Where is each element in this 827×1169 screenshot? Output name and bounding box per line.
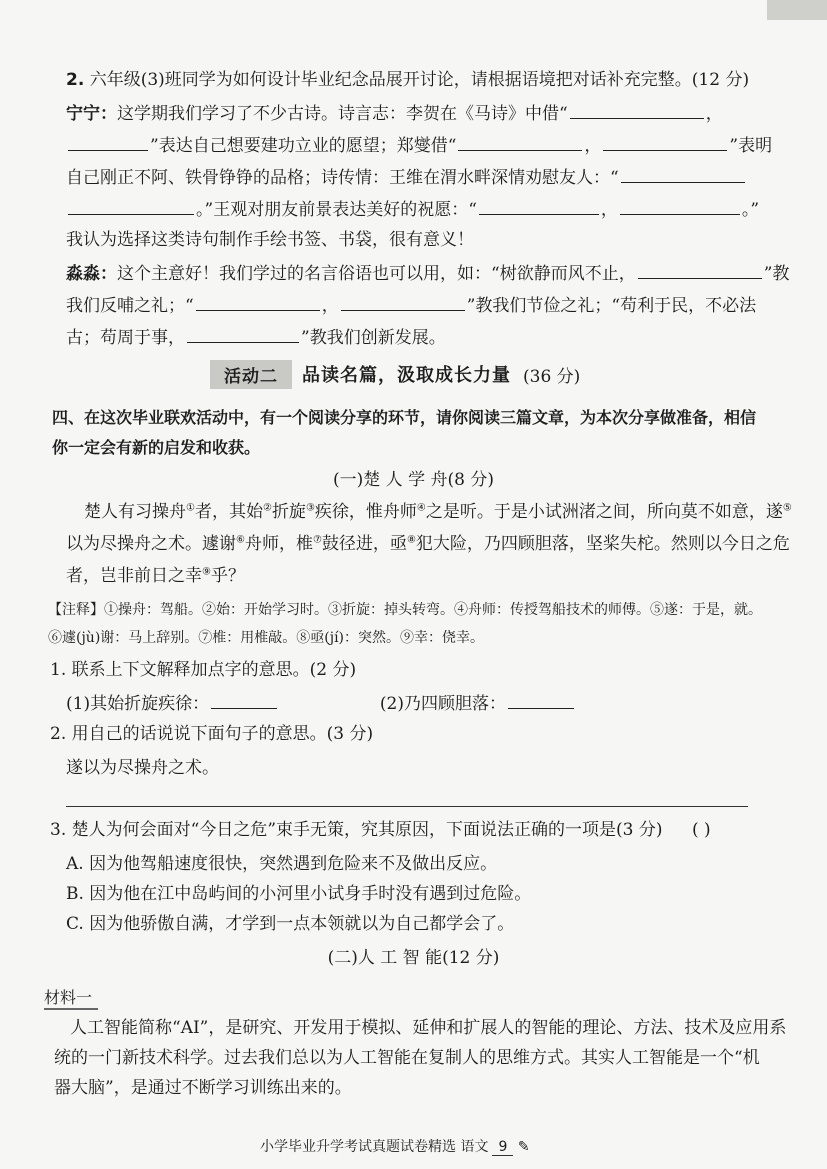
answer-blank[interactable]: [68, 196, 194, 215]
miao-label: 淼淼：: [66, 264, 117, 284]
miao-text-1: 这个主意好！我们学过的名言俗语也可以用，如：“树欲静而风不止，: [117, 264, 636, 284]
ning-text-6: 。”: [741, 200, 760, 220]
q2-miao-line-3: [66, 324, 446, 350]
miao-text-2: ”教: [763, 264, 790, 284]
activity-score: (36 分): [523, 366, 581, 387]
q3-stem: [50, 818, 663, 842]
answer-blank[interactable]: [479, 196, 599, 215]
q2-ning-line-1: [66, 100, 723, 126]
comma: ，: [705, 104, 723, 124]
text1-seg: 之是听。于是小试洲渚之间，所向莫不如意，遂: [425, 502, 783, 522]
ning-text-1: 这学期我们学习了不少古诗。诗言志：李贺在《马诗》中借“: [117, 104, 568, 124]
ning-text-4: 自己刚正不阿、铁骨铮铮的品格；诗传情：王维在渭水畔深情劝慰友人：“: [66, 168, 619, 188]
text2-para-3: 器大脑”，是通过不断学习训练出来的。: [54, 1078, 352, 1098]
comma: ，: [321, 296, 339, 316]
text1-seg: 疾徐，惟舟师: [314, 502, 417, 522]
answer-blank[interactable]: [68, 132, 148, 151]
text2-para-1: 人工智能简称“AI”，是研究、开发用于模拟、延伸和扩展人的智能的理论、方法、技术及应用系: [70, 1018, 787, 1038]
answer-blank[interactable]: [211, 690, 277, 709]
answer-blank[interactable]: [196, 292, 320, 311]
q2-stem-line: [66, 68, 749, 92]
text1-seg: 楚人有习操舟: [84, 502, 186, 522]
page-corner-shadow: [767, 0, 827, 20]
q2-number: 2.: [66, 70, 85, 90]
q2-ning-line-2: [66, 132, 772, 158]
q2b-stem: 2. 用自己的话说说下面句子的意思。(3 分): [50, 724, 374, 744]
footnote-ref: ⑨: [202, 566, 211, 578]
footnote-ref: ②: [262, 502, 272, 514]
material-label: 材料一: [44, 985, 98, 1010]
q2-score: (12 分): [691, 70, 750, 90]
footnote-ref: ⑤: [782, 502, 792, 514]
ning-text-5: 。”王观对朋友前景表达美好的祝愿：“: [196, 200, 477, 220]
answer-blank[interactable]: [508, 690, 574, 709]
ning-text-7: 我认为选择这类诗句制作手绘书签、书袋，很有意义！: [66, 230, 474, 250]
ning-label: 宁宁：: [66, 104, 117, 124]
answer-blank[interactable]: [458, 132, 582, 151]
answer-blank[interactable]: [620, 196, 740, 215]
q2-stem: 六年级(3)班同学为如何设计毕业纪念品展开讨论，请根据语境把对话补充完整。: [89, 70, 692, 90]
answer-blank[interactable]: [603, 132, 727, 151]
answer-blank[interactable]: [638, 260, 762, 279]
q3-answer-bracket[interactable]: ( ): [692, 820, 711, 840]
q2-miao-line-1: [66, 260, 789, 286]
comma: ，: [600, 200, 618, 220]
q1-part-b: (2)乃四顾胆落：: [379, 694, 506, 714]
miao-text-4: ”教我们节俭之礼；“苟利于民，不必法: [466, 296, 757, 316]
footnote-ref: ③: [305, 502, 315, 514]
activity-title: 品读名篇，汲取成长力量: [302, 365, 511, 386]
answer-blank[interactable]: [187, 324, 299, 343]
footnote-ref: ④: [416, 502, 426, 514]
footnote-ref: ⑦: [312, 534, 322, 546]
q3-option-c: C. 因为他骄傲自满，才学到一点本领就以为自己都学会了。: [66, 914, 515, 934]
activity-banner: [210, 360, 580, 388]
q3-option-a: A. 因为他驾船速度很快，突然遇到危险来不及做出反应。: [66, 854, 498, 874]
text2-para-2: 统的一门新技术科学。过去我们总以为人工智能在复制人的思维方式。其实人工智能是一个“机: [54, 1048, 760, 1068]
text1-seg: 舟师，椎: [244, 534, 313, 554]
miao-text-5: 古；苟周于事，: [66, 328, 185, 348]
ning-text-3: ”表明: [729, 136, 773, 156]
page-footer: [260, 1136, 530, 1156]
text1-title: (一)楚 人 学 舟(8 分): [333, 470, 494, 490]
comma: ，: [584, 136, 602, 156]
text1-seg: 者，其始: [194, 502, 263, 522]
text1-para-line-3: [66, 564, 245, 588]
q2-ning-line-3: [66, 164, 747, 190]
q3-option-b: B. 因为他在江中岛屿间的小河里小试身手时没有遇到过危险。: [66, 884, 532, 904]
activity-tag: 活动二: [210, 360, 292, 389]
text1-seg: 以为尽操舟之术。遽谢: [66, 534, 236, 554]
section4-intro-2: 你一定会有新的启发和收获。: [52, 438, 261, 457]
answer-blank[interactable]: [341, 292, 465, 311]
ning-text-2: ”表达自己想要建功立业的愿望；郑燮借“: [150, 136, 457, 156]
text2-title: (二)人 工 智 能(12 分): [327, 948, 500, 968]
book-title: 小学毕业升学考试真题试卷精选 语文: [260, 1139, 489, 1155]
answer-blank[interactable]: [570, 100, 704, 119]
q2b-sentence: 遂以为尽操舟之术。: [66, 758, 219, 778]
text1-para-line-2: [66, 532, 790, 556]
text1-seg: 鼓径进，亟: [321, 534, 407, 554]
footnote-ref: ⑥: [236, 534, 245, 546]
text1-notes-2: ⑥遽(jù)谢：马上辞别。⑦椎：用椎敲。⑧亟(jí)：突然。⑨幸：侥幸。: [48, 630, 485, 646]
q1-stem: 1. 联系上下文解释加点字的意思。(2 分): [50, 660, 357, 680]
q1-answers: [66, 690, 576, 716]
text1-seg: 犯大险，乃四顾胆落，坚桨失柁。然则以今日之危: [415, 534, 790, 554]
page-number: 9: [492, 1139, 513, 1156]
q2-ning-line-5: [66, 228, 474, 252]
q2-miao-line-2: [66, 292, 756, 318]
q1-part-a: (1)其始折旋疾徐：: [66, 694, 210, 714]
footnote-ref: ①: [186, 502, 195, 514]
text1-seg: 乎？: [210, 566, 245, 586]
footnote-ref: ⑧: [406, 534, 416, 546]
miao-text-3: 我们反哺之礼；“: [66, 296, 194, 316]
q2-ning-line-4: [66, 196, 759, 222]
text1-para-line-1: [84, 500, 792, 524]
answer-line[interactable]: [66, 806, 748, 807]
answer-blank[interactable]: [621, 164, 745, 183]
text1-seg: 折旋: [271, 502, 306, 522]
text1-seg: 者，岂非前日之幸: [66, 566, 202, 586]
miao-text-6: ”教我们创新发展。: [301, 328, 446, 348]
text1-notes-1: 【注释】①操舟：驾船。②始：开始学习时。③折旋：掉头转弯。④舟师：传授驾船技术的师傅。⑤遂：于是，就。: [48, 602, 762, 618]
section4-intro-1: 四、在这次毕业联欢活动中，有一个阅读分享的环节，请你阅读三篇文章，为本次分享做准备，相信: [52, 408, 757, 427]
pencil-icon: ✎: [517, 1139, 530, 1155]
q3-stem-text: 3. 楚人为何会面对“今日之危”束手无策，究其原因，下面说法正确的一项是(3 分): [50, 820, 663, 840]
